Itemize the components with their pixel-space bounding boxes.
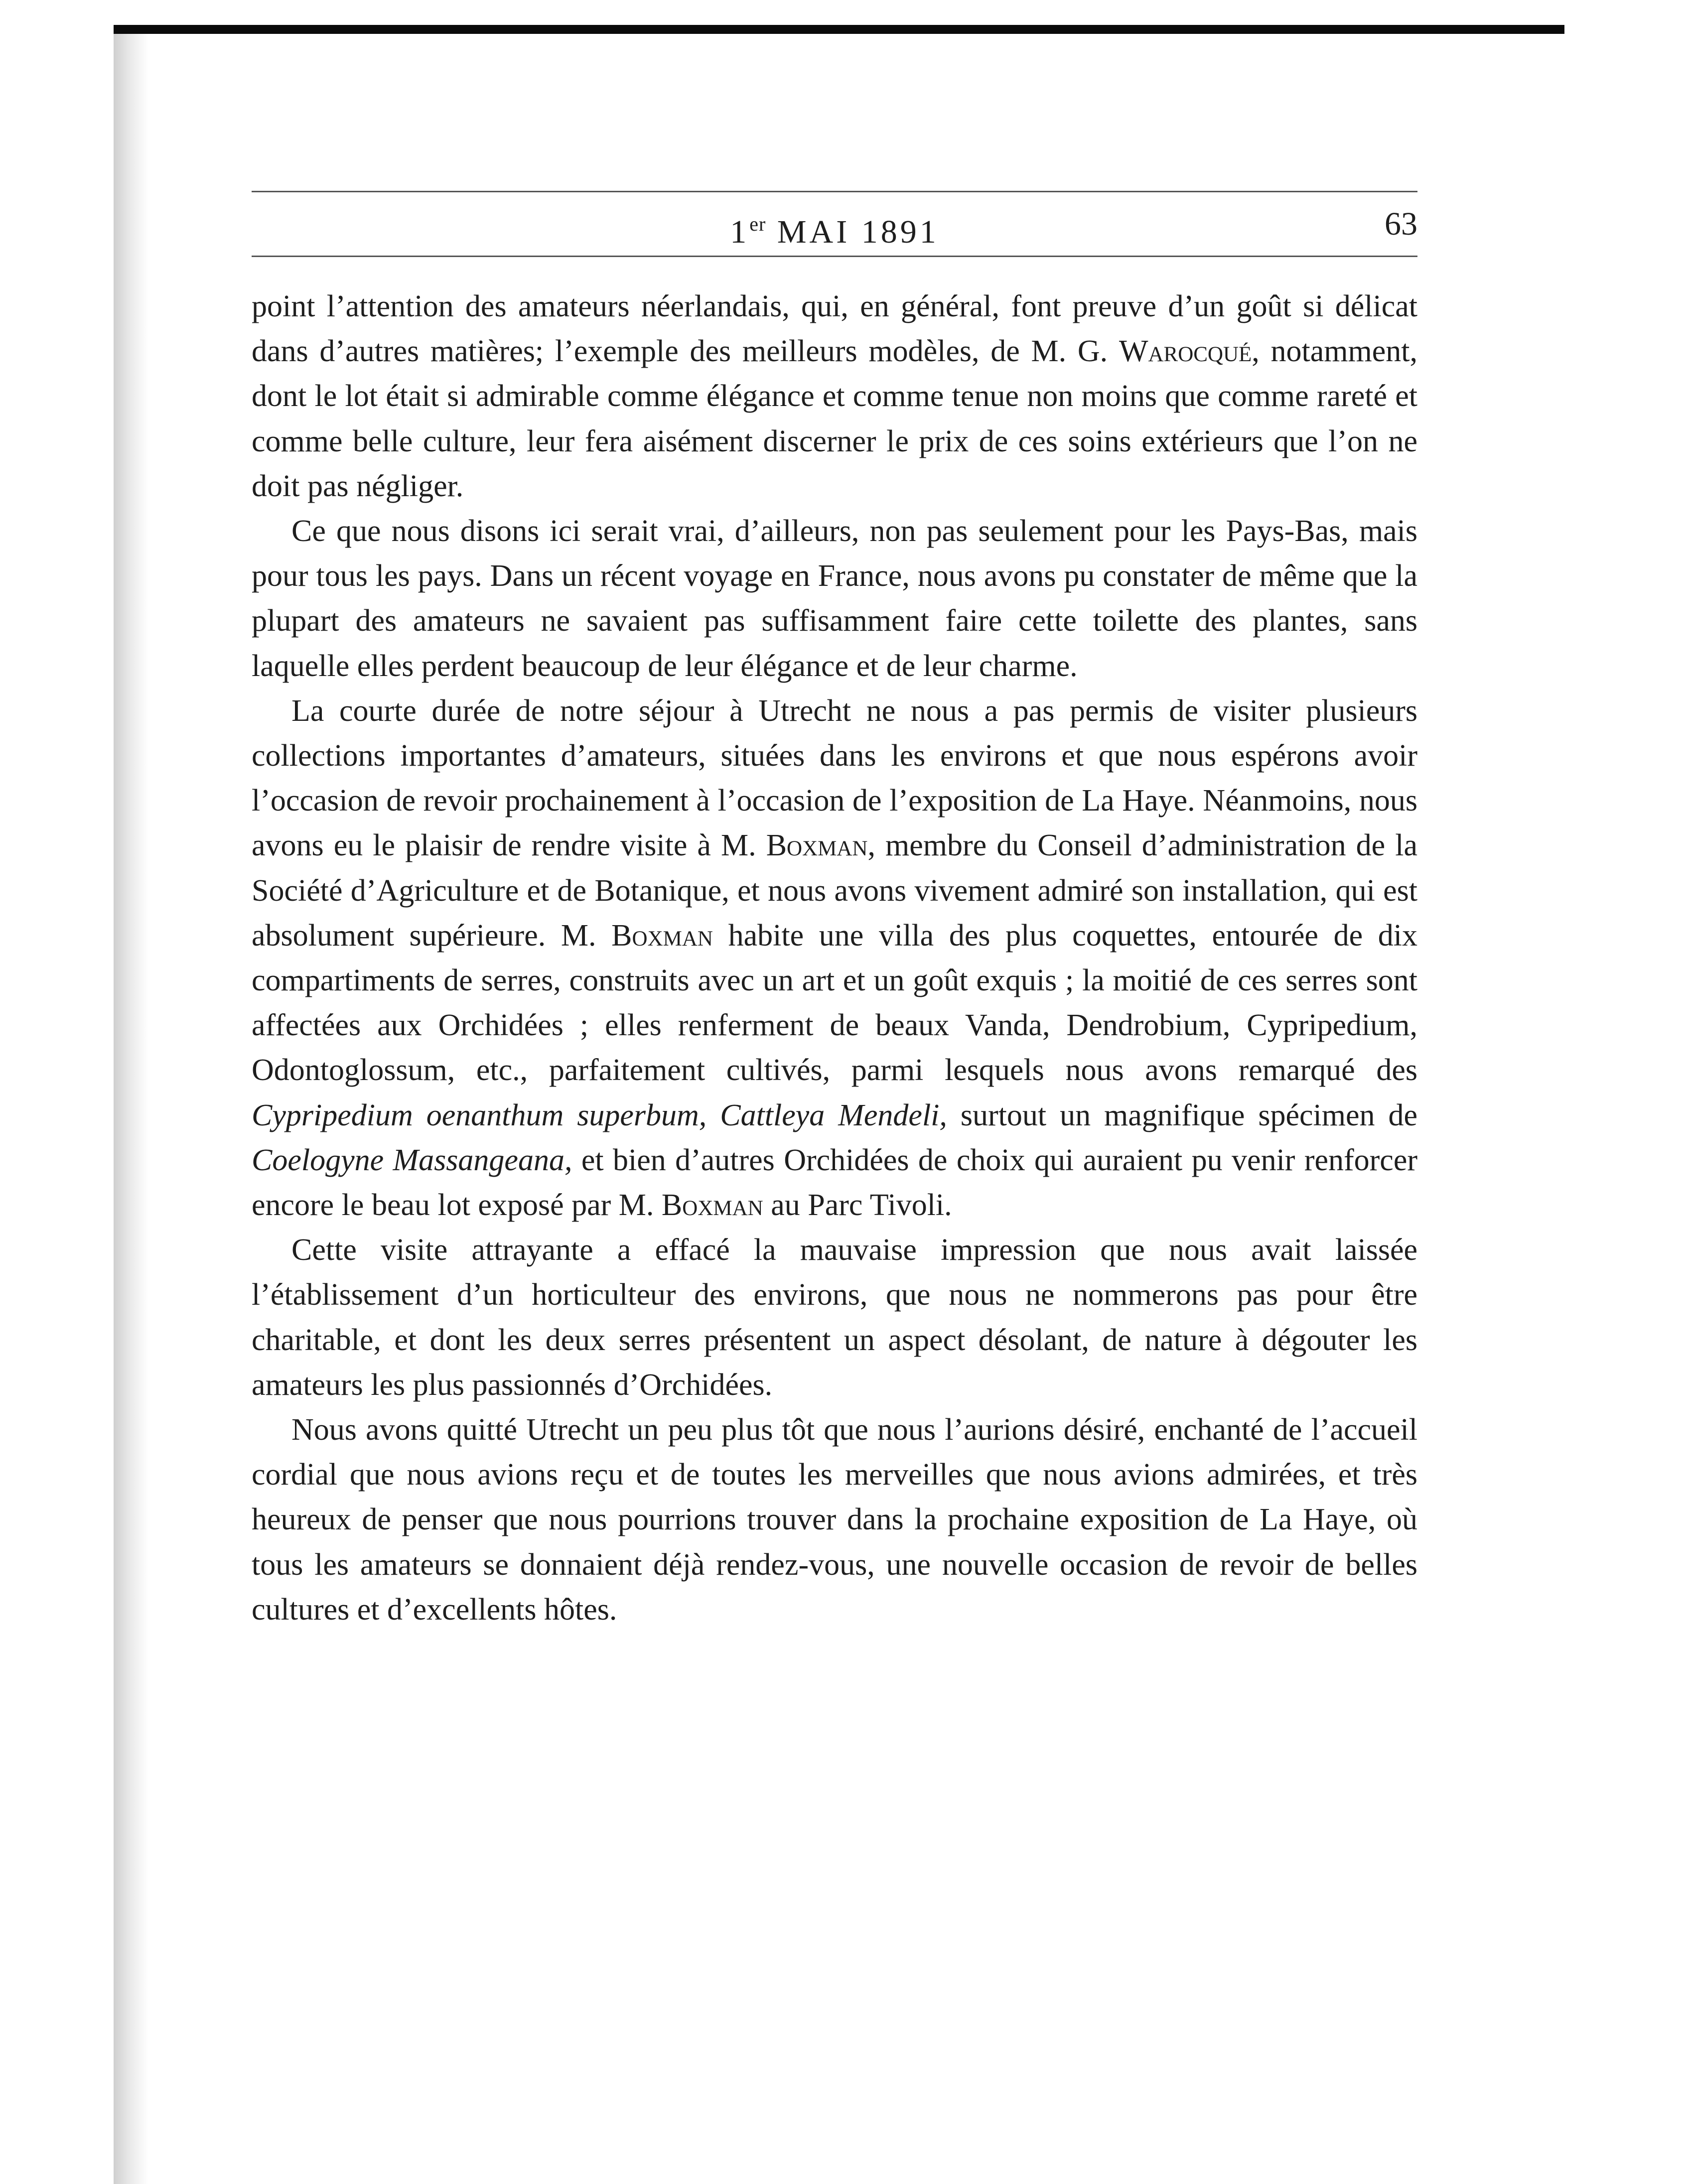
text-run: , membre du Conseil d’administration de la Société d’Agriculture et de Botanique, et nous avons vivement admiré son installation, qui est absolument supérieure. M. — [252, 828, 1417, 953]
body-text — [252, 284, 1417, 1632]
proper-name: Warocqué — [1119, 334, 1252, 369]
page-number: 63 — [1385, 206, 1417, 242]
text-run: surtout un magnifique spécimen de — [947, 1098, 1417, 1132]
text-run: La courte durée de notre séjour à Utrecht ne nous a pas permis de visiter plusieurs collections importantes d’amateurs, situées dans les environs et que nous espérons avoir l’occasion de revoir prochainement à l’occasion de l’exposition de La Haye. Néanmoins, nous avons eu le plaisir de rendre visite à M. — [252, 693, 1417, 863]
species-name: Coelogyne Massangeana, — [252, 1143, 572, 1177]
running-header-date — [252, 199, 1417, 257]
date-ordinal: er — [749, 213, 766, 235]
text-run: Cette visite attrayante a effacé la mauvaise impression que nous avait laissée l’établissement d’un horticulteur des environs, que nous ne nommerons pas pour être charitable, et dont les deux serres présentent un aspect désolant, de nature à dégouter les amateurs les plus passionnés d’Orchidées. — [252, 1233, 1417, 1402]
scan-top-border — [114, 25, 1564, 34]
proper-name: Boxman — [661, 1188, 763, 1223]
header-rule-bottom — [252, 256, 1417, 257]
text-run: et bien d’autres Orchidées de choix qui auraient pu venir renforcer encore le beau lot exposé par M. — [252, 1143, 1417, 1223]
paragraph-3 — [252, 688, 1417, 1228]
proper-name: Boxman — [766, 828, 868, 863]
text-run: Nous avons quitté Utrecht un peu plus tôt que nous l’aurions désiré, enchanté de l’accueil cordial que nous avions reçu et de toutes les merveilles que nous avions admirées, et très heureux de penser que nous pourrions trouver dans la prochaine exposition de La Haye, où tous les amateurs se donnaient déjà rendez-vous, une nouvelle occasion de revoir de belles cultures et d’excellents hôtes. — [252, 1413, 1417, 1627]
header-rule-top — [252, 191, 1417, 192]
proper-name: Boxman — [611, 918, 713, 953]
paragraph-5 — [252, 1407, 1417, 1632]
running-header — [252, 199, 1417, 249]
paragraph-2 — [252, 509, 1417, 688]
text-run: Ce que nous disons ici serait vrai, d’ailleurs, non pas seulement pour les Pays-Bas, mais pour tous les pays. Dans un récent voyage en France, nous avons pu constater de même que la plupart des amateurs ne savaient pas suffisamment faire cette toilette des plantes, sans laquelle elles perdent beaucoup de leur élégance et de leur charme. — [252, 514, 1417, 683]
book-gutter-shadow — [114, 34, 148, 2184]
date-month-year: MAI 1891 — [777, 214, 939, 250]
species-name: Cypripedium oenanthum superbum, Cattleya Mendeli, — [252, 1098, 947, 1132]
date-day: 1 — [730, 214, 750, 250]
text-run: habite une villa des plus coquettes, entourée de dix compartiments de serres, construits avec un art et un goût exquis ; la moitié de ces serres sont affectées aux Orchidées ; elles renferment de beaux Vanda, Dendrobium, Cypripedium, Odontoglossum, etc., parfaitement cultivés, parmi lesquels nous avons remarqué des — [252, 918, 1417, 1088]
text-run: point l’attention des amateurs néerlandais, qui, en général, font preuve d’un goût si délicat dans d’autres matières; l’exemple des meilleurs modèles, de M. G. — [252, 289, 1417, 369]
text-run: au Parc Tivoli. — [763, 1188, 952, 1223]
text-run: , notamment, dont le lot était si admirable comme élégance et comme tenue non moins que comme rareté et comme belle culture, leur fera aisément discerner le prix de ces soins extérieurs que l’on ne doit pas négliger. — [252, 334, 1417, 503]
paragraph-1 — [252, 284, 1417, 509]
paragraph-4 — [252, 1228, 1417, 1407]
